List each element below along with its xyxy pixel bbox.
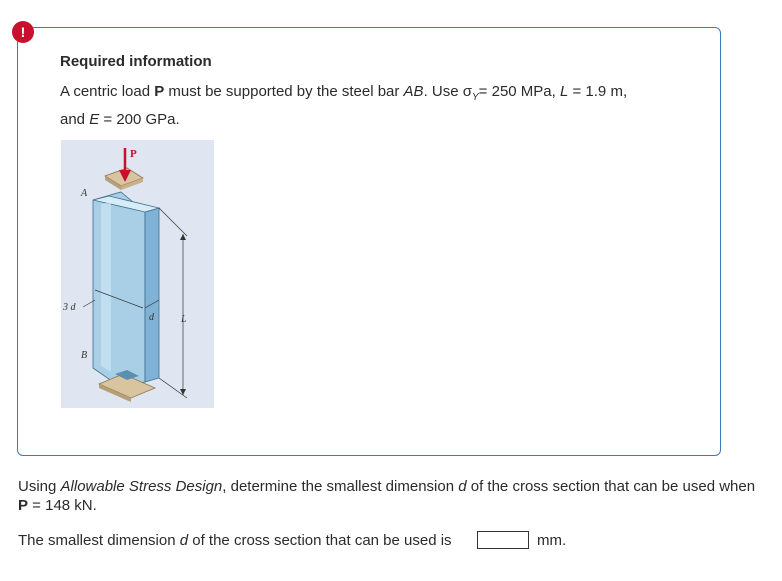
bar-front-face [93,192,145,386]
answer-prompt: The smallest dimension d of the cross section that can be used is [18,532,452,549]
label-p: P [130,148,137,160]
steel-bar-diagram [61,140,214,408]
bar-side-face [145,208,159,382]
alert-icon: ! [12,21,34,43]
answer-unit: mm. [537,532,567,549]
label-3d: 3 d [63,302,76,313]
label-d: d [149,312,154,323]
required-info-title: Required information [60,53,212,70]
problem-statement: A centric load P must be supported by the steel bar AB. Use $\sigma_Y= 250$ MPa, L = 1.9 m, and E = 200 GPa. [60,83,628,128]
bar-highlight [101,202,111,372]
label-b: B [81,350,88,361]
answer-input[interactable] [477,531,529,549]
label-a: A [81,188,88,199]
steel-bar-figure [61,140,214,408]
dim-l-ext-top [159,208,187,236]
label-l: L [181,314,187,325]
question-text: Using Allowable Stress Design, determine the smallest dimension d of the cross section that can be used when P = 148 kN. [18,478,756,514]
dim-l-arrow-bottom [180,389,186,395]
dim-l-arrow-top [180,234,186,240]
